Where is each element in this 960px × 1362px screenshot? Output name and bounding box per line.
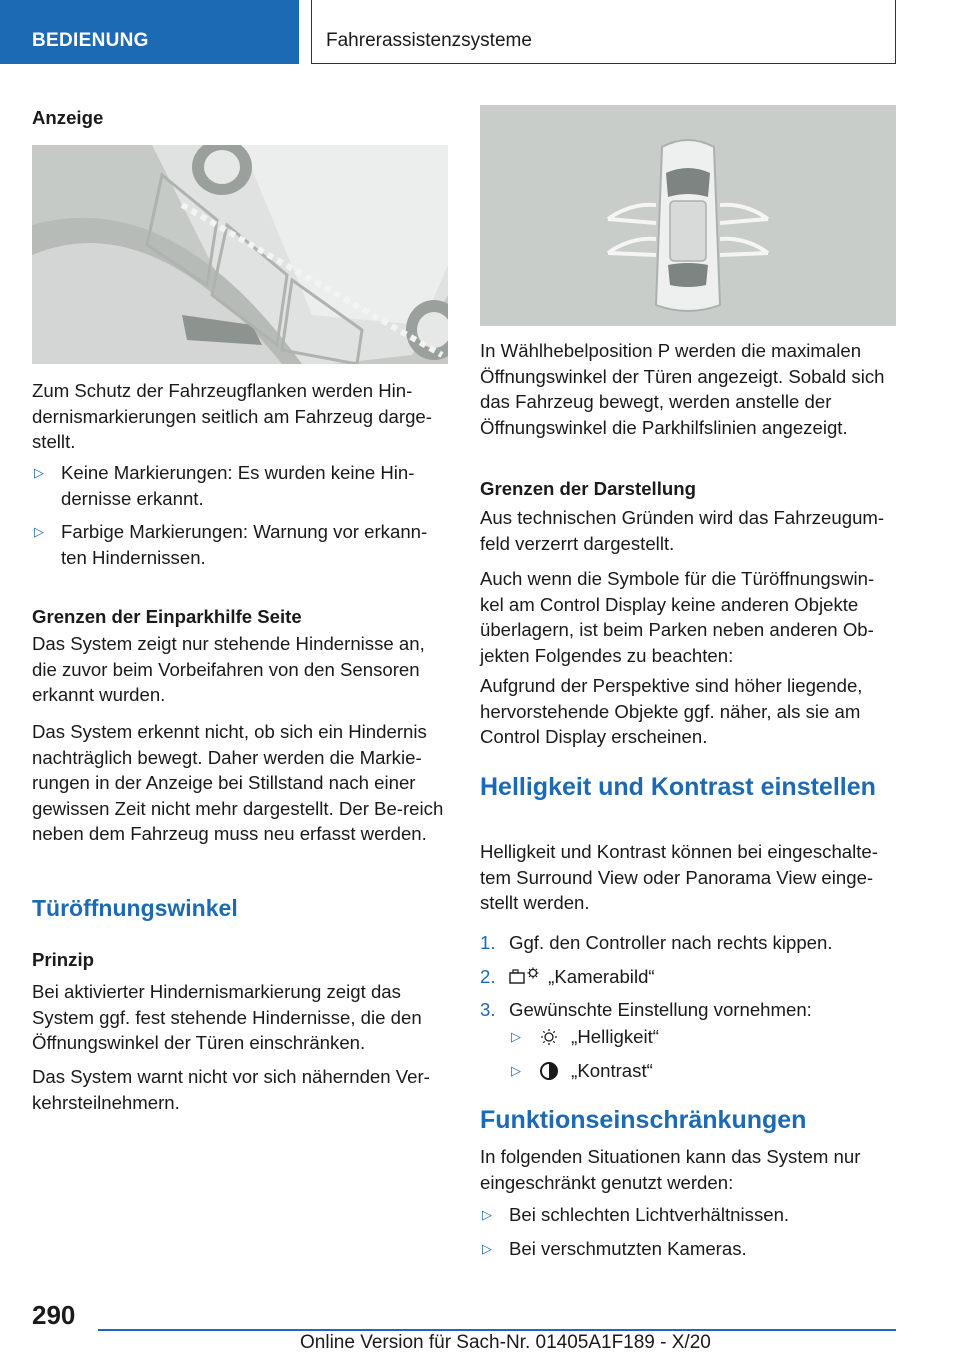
camera-settings-icon xyxy=(509,966,543,986)
darstellung-paragraph-1: Aus technischen Gründen wird das Fahrzeugum-feld verzerrt dargestellt. xyxy=(480,507,885,554)
steps-list xyxy=(480,930,896,1023)
page-number: 290 xyxy=(32,1300,76,1330)
footer-divider xyxy=(98,1329,896,1331)
image-caption: In Wählhebelposition P werden die maximalen Öffnungswinkel der Türen angezeigt. Sobald sich das Fahrzeug bewegt, werden anstelle der Öffnungswinkel die Parkhilfslinien angezeigt. xyxy=(480,340,885,438)
chapter-title: Fahrerassistenzsysteme xyxy=(326,30,532,51)
darstellung-paragraph-3: Aufgrund der Perspektive sind höher liegende, hervorstehende Objekte ggf. näher, als sie am Control Display erscheinen. xyxy=(480,675,863,748)
list-item xyxy=(480,964,896,990)
contrast-icon xyxy=(538,1061,566,1081)
section-tab xyxy=(0,0,299,64)
list-item xyxy=(509,1058,896,1084)
bullet-triangle-icon: ▷ xyxy=(34,524,44,540)
settings-sub-list xyxy=(509,1024,896,1083)
funktion-paragraph: In folgenden Situationen kann das System nur eingeschränkt genutzt werden: xyxy=(480,1146,861,1193)
bullet-text: Bei schlechten Lichtverhältnissen. xyxy=(509,1204,790,1225)
section-title: BEDIENUNG xyxy=(32,30,149,51)
list-item xyxy=(32,519,448,570)
tueroeffnung-heading: Türöffnungswinkel xyxy=(32,895,238,921)
footer-version: Online Version für Sach-Nr. 01405A1F189 - X/20 xyxy=(300,1332,711,1353)
step-text: Ggf. den Controller nach rechts kippen. xyxy=(509,932,833,953)
list-item xyxy=(32,460,448,511)
car-top-view-graphic xyxy=(480,105,896,326)
step-text: Gewünschte Einstellung vornehmen: xyxy=(509,999,812,1021)
list-item xyxy=(509,1024,896,1050)
bullet-triangle-icon: ▷ xyxy=(34,465,44,480)
bullet-triangle-icon: ▷ xyxy=(482,1207,492,1222)
list-item xyxy=(480,930,896,956)
bullet-text: Bei verschmutzten Kameras. xyxy=(509,1237,747,1259)
door-angle-illustration xyxy=(480,105,896,326)
helligkeit-paragraph: Helligkeit und Kontrast können bei eingeschalte-tem Surround View oder Panorama View einge-stellt werden. xyxy=(480,841,878,914)
list-item xyxy=(480,1236,896,1262)
grenzen-paragraph-1: Das System zeigt nur stehende Hindernisse an, die zuvor beim Vorbeifahren von den Sensoren erkannt wurden. xyxy=(32,633,425,706)
bullet-triangle-icon: ▷ xyxy=(511,1062,521,1078)
step-text: „Kamerabild“ xyxy=(548,965,655,987)
bullet-text: Keine Markierungen: Es wurden keine Hin-dernisse erkannt. xyxy=(61,462,415,509)
side-parking-illustration xyxy=(32,145,448,364)
sub-bullet-text: „Kontrast“ xyxy=(571,1059,653,1081)
grenzen-heading: Grenzen der Einparkhilfe Seite xyxy=(32,606,302,627)
prinzip-heading: Prinzip xyxy=(32,949,94,970)
list-item xyxy=(480,1202,896,1228)
funktion-heading: Funktionseinschränkungen xyxy=(480,1106,807,1134)
step-number: 2. xyxy=(480,965,496,987)
step-number: 3. xyxy=(480,999,496,1021)
parking-scene-graphic xyxy=(32,145,448,364)
chapter-tab xyxy=(311,0,896,64)
darstellung-paragraph-2: Auch wenn die Symbole für die Türöffnungswin-kel am Control Display keine anderen Objekte überlagern, ist beim Parken neben anderen Ob-jekten Folgendes zu beachten: xyxy=(480,568,875,666)
helligkeit-heading: Helligkeit und Kontrast einstellen xyxy=(480,773,876,801)
darstellung-heading: Grenzen der Darstellung xyxy=(480,478,696,499)
anzeige-intro: Zum Schutz der Fahrzeugflanken werden Hin-dernismarkierungen seitlich am Fahrzeug darge-stellt. xyxy=(32,380,432,453)
bullet-triangle-icon: ▷ xyxy=(482,1240,492,1256)
list-item xyxy=(480,997,896,1023)
prinzip-paragraph-2: Das System warnt nicht vor sich nähernden Ver-kehrsteilnehmern. xyxy=(32,1066,430,1113)
sub-bullet-text: „Helligkeit“ xyxy=(571,1026,659,1047)
funktion-bullet-list xyxy=(480,1202,896,1261)
grenzen-paragraph-2: Das System erkennt nicht, ob sich ein Hindernis nachträglich bewegt. Daher werden die Markie-rungen in der Anzeige bei Stillstand nach einer gewissen Zeit nicht mehr dargestellt. Der Be-reich neben dem Fahrzeug muss neu erfasst werden. xyxy=(32,721,444,845)
bullet-text: Farbige Markierungen: Warnung vor erkann-ten Hindernissen. xyxy=(61,521,428,568)
anzeige-heading: Anzeige xyxy=(32,107,104,128)
prinzip-paragraph-1: Bei aktivierter Hindernismarkierung zeigt das System ggf. fest stehende Hindernisse, die den Öffnungswinkel der Türen einschränken. xyxy=(32,981,422,1054)
step-number: 1. xyxy=(480,932,496,953)
marker-bullet-list xyxy=(32,460,448,570)
sun-icon xyxy=(538,1027,566,1047)
bullet-triangle-icon: ▷ xyxy=(511,1029,521,1044)
